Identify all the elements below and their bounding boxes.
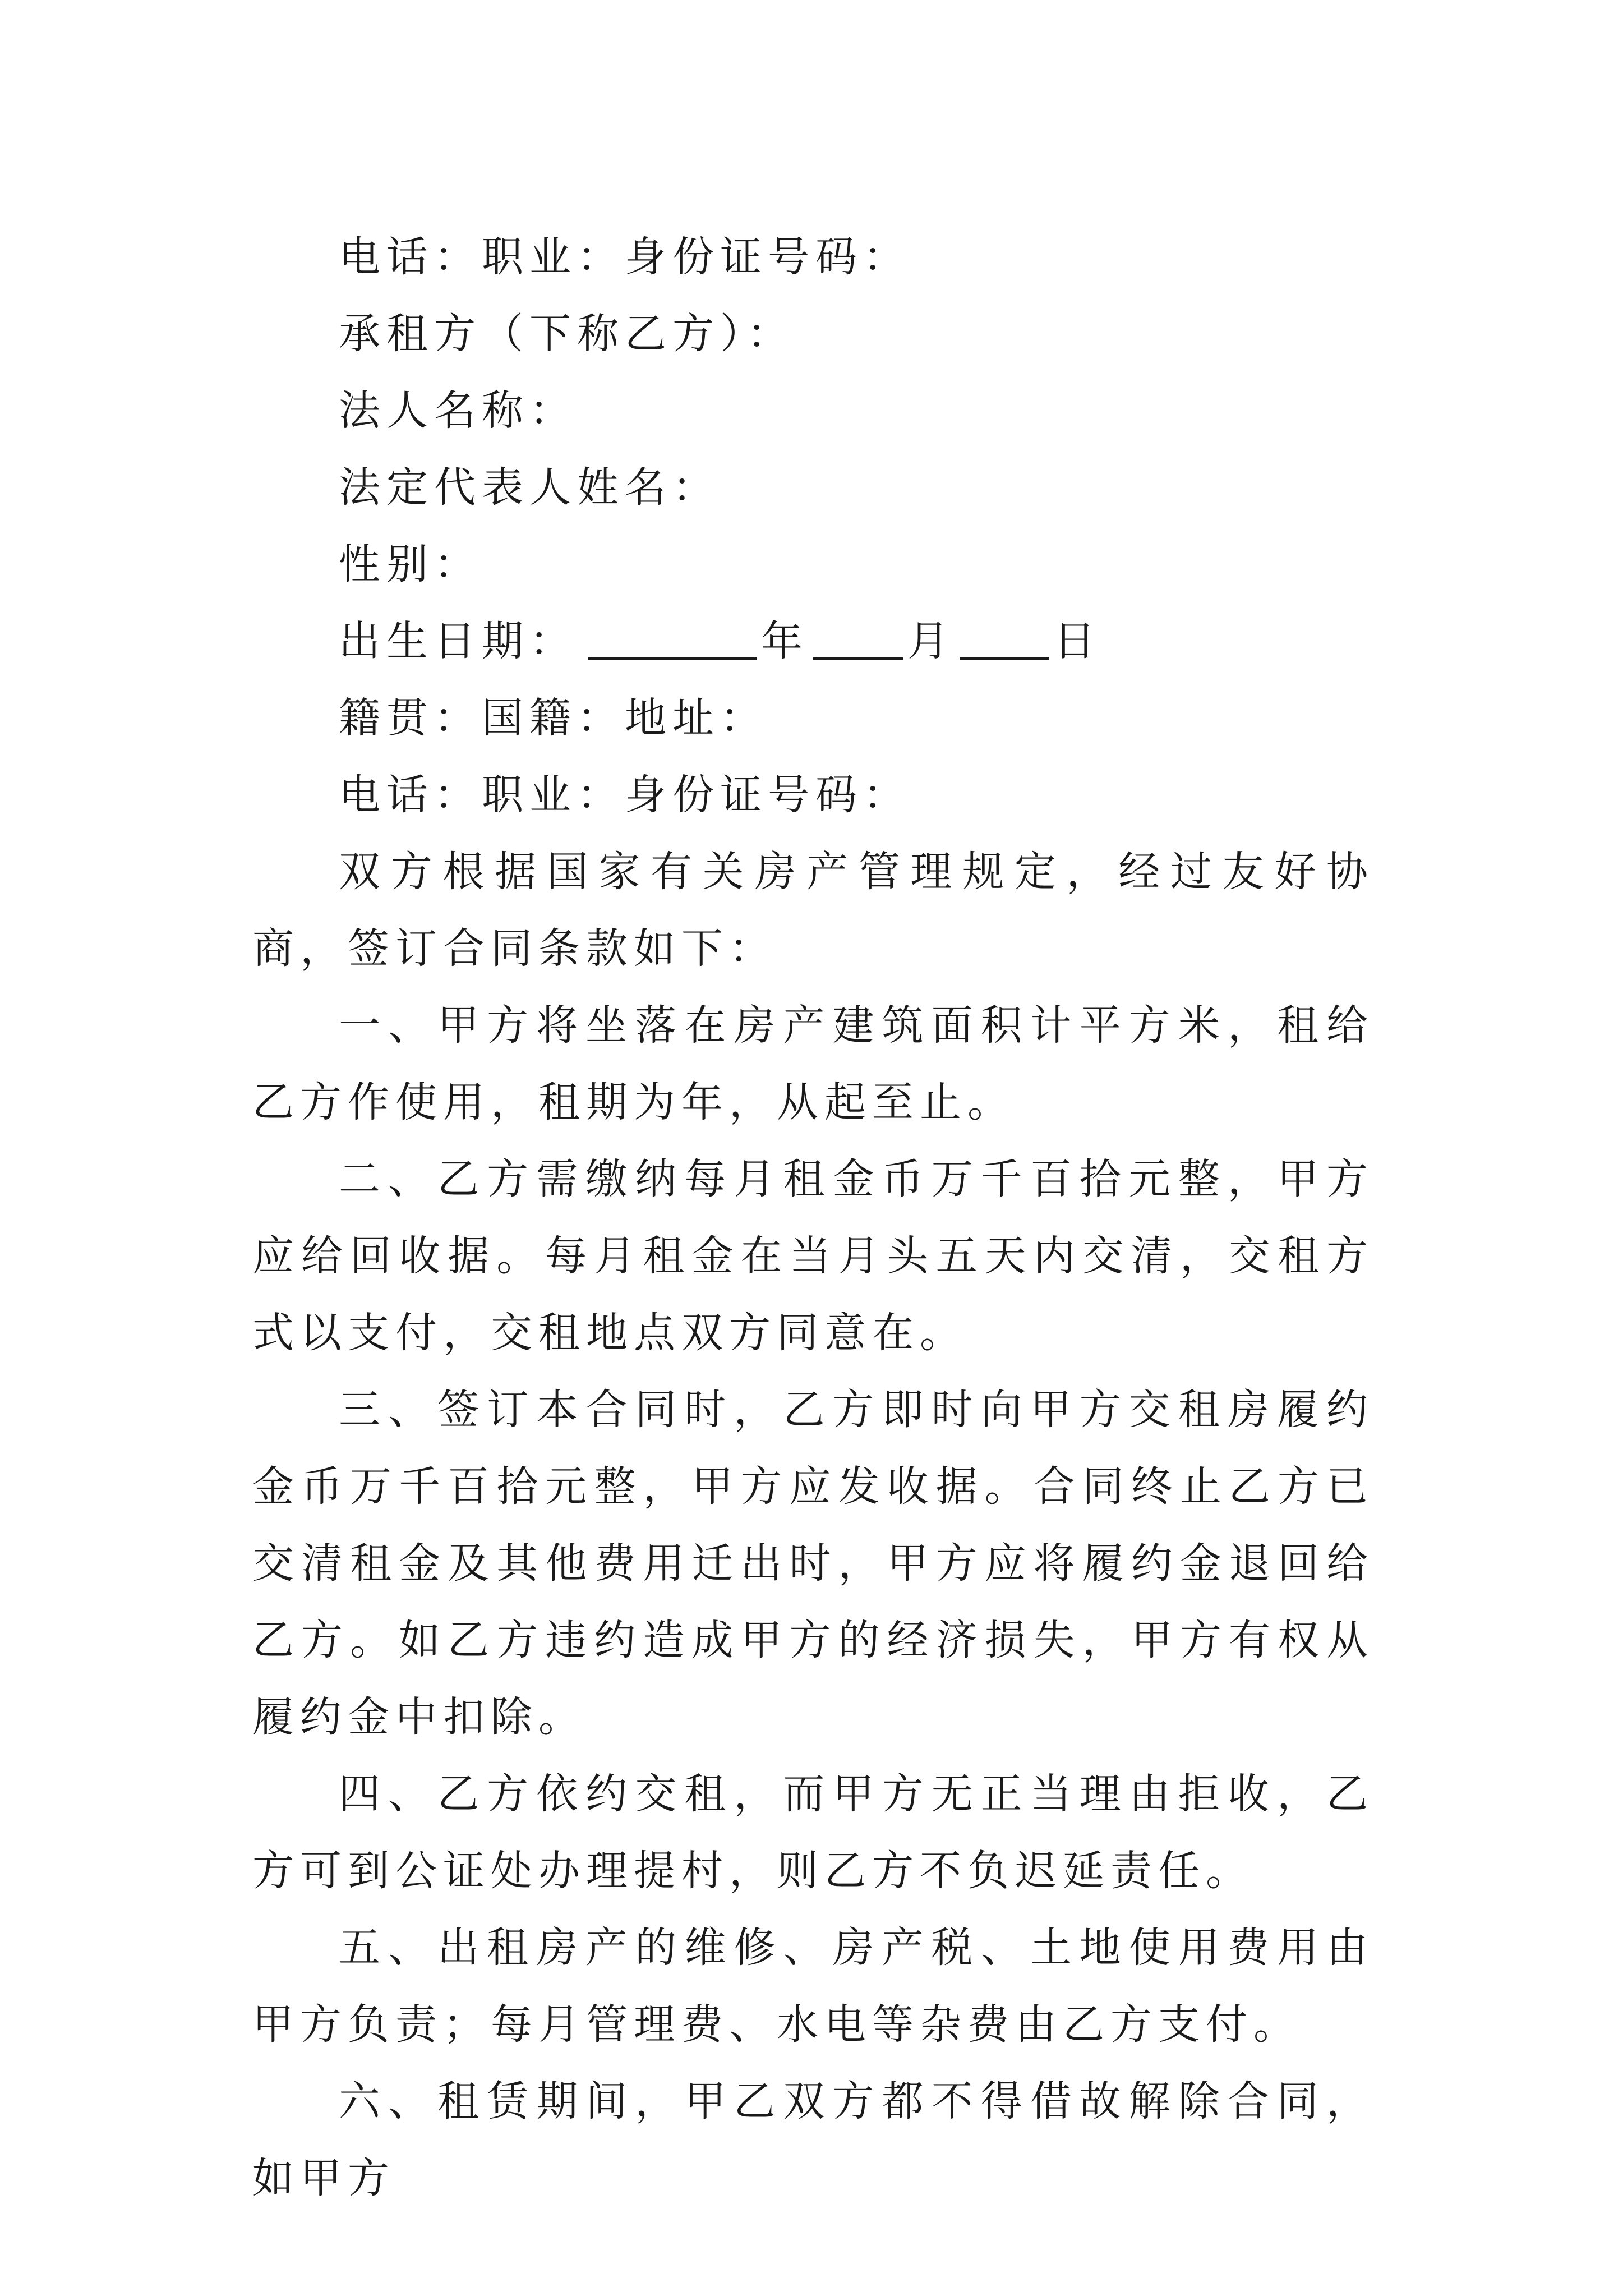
day-label: 日 (1054, 617, 1101, 665)
origin-nationality-address-line: 籍贯：国籍：地址： (339, 694, 768, 742)
birth-date-line (252, 603, 1374, 680)
clause-3-paragraph: 三、签订本合同时，乙方即时向甲方交租房履约金币万千百拾元整，甲方应发收据。合同终止乙方已交清租金及其他费用迁出时，甲方应将履约金退回给乙方。如乙方违约造成甲方的经济损失，甲方有权从履约金中扣除。 (252, 1386, 1374, 1741)
clause-6-paragraph: 六、租赁期间，甲乙双方都不得借故解除合同，如甲方 (252, 2077, 1374, 2202)
lessee-contact-line: 电话：职业：身份证号码： (339, 771, 911, 819)
clause-5-paragraph: 五、出租房产的维修、房产税、土地使用费用由甲方负责；每月管理费、水电等杂费由乙方支付。 (252, 1924, 1374, 2049)
clause-2-paragraph: 二、乙方需缴纳每月租金币万千百拾元整，甲方应给回收据。每月租金在当月头五天内交清，交租方式以支付，交租地点双方同意在。 (252, 1155, 1374, 1357)
day-blank (960, 618, 1049, 660)
clause-1-paragraph: 一、甲方将坐落在房产建筑面积计平方米，租给乙方作使用，租期为年，从起至止。 (252, 1001, 1374, 1126)
preamble-paragraph: 双方根据国家有关房产管理规定，经过友好协商，签订合同条款如下： (252, 848, 1374, 973)
clause-4-paragraph: 四、乙方依约交租，而甲方无正当理由拒收，乙方可到公证处办理提村，则乙方不负迟延责任。 (252, 1770, 1374, 1895)
gender-line: 性别： (339, 540, 482, 588)
year-blank (588, 618, 757, 660)
month-label: 月 (907, 617, 955, 665)
legal-entity-name-line: 法人名称： (339, 386, 577, 435)
legal-representative-line: 法定代表人姓名： (339, 463, 720, 512)
lessor-contact-line: 电话：职业：身份证号码： (339, 233, 911, 281)
birth-date-label: 出生日期： (339, 617, 577, 665)
lessee-heading: 承租方（下称乙方）： (339, 310, 795, 358)
contract-body (252, 219, 1374, 2217)
month-blank (813, 618, 903, 660)
year-label: 年 (761, 617, 809, 665)
